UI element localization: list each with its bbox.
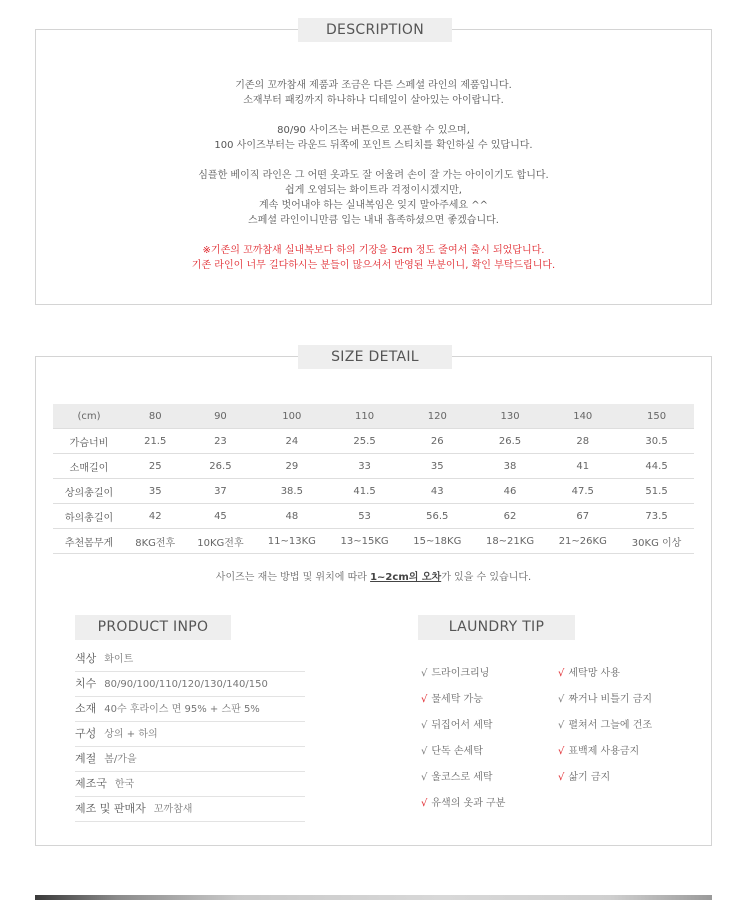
description-line: 80/90 사이즈는 버튼으로 오픈할 수 있으며, bbox=[277, 125, 470, 136]
header-size: 120 bbox=[401, 404, 474, 429]
check-icon: √ bbox=[421, 720, 428, 731]
check-icon: √ bbox=[421, 668, 428, 679]
size-detail-title: SIZE DETAIL bbox=[298, 345, 452, 369]
table-cell: 67 bbox=[546, 504, 619, 529]
table-cell: 43 bbox=[401, 479, 474, 504]
row-label: 하의총길이 bbox=[53, 504, 125, 529]
table-cell: 38 bbox=[474, 454, 547, 479]
laundry-tip bbox=[558, 739, 652, 765]
check-icon: √ bbox=[558, 668, 565, 679]
header-size: 150 bbox=[619, 404, 694, 429]
table-row bbox=[53, 479, 694, 504]
description-line: 스페셜 라인이니만큼 입는 내내 흡족하셨으면 좋겠습니다. bbox=[248, 215, 499, 226]
table-cell: 21~26KG bbox=[546, 529, 619, 554]
table-cell: 44.5 bbox=[619, 454, 694, 479]
check-icon: √ bbox=[558, 746, 565, 757]
header-size: 80 bbox=[125, 404, 185, 429]
table-cell: 25.5 bbox=[328, 429, 401, 454]
product-info-label: 색상 bbox=[75, 652, 97, 665]
table-cell: 45 bbox=[185, 504, 255, 529]
laundry-tip-text: 표백제 사용금지 bbox=[568, 746, 640, 757]
laundry-tip bbox=[421, 739, 505, 765]
notice-line: ※기존의 꼬까참새 실내복보다 하의 기장을 3cm 정도 줄여서 출시 되었답니다. bbox=[202, 245, 545, 256]
table-cell: 62 bbox=[474, 504, 547, 529]
product-info-label: 구성 bbox=[75, 727, 97, 740]
table-cell: 73.5 bbox=[619, 504, 694, 529]
product-info-row bbox=[75, 747, 305, 772]
check-icon: √ bbox=[558, 772, 565, 783]
check-icon: √ bbox=[558, 720, 565, 731]
check-icon: √ bbox=[558, 694, 565, 705]
table-cell: 41.5 bbox=[328, 479, 401, 504]
laundry-tip-text: 유색의 옷과 구분 bbox=[431, 798, 506, 809]
description-paragraph bbox=[36, 168, 711, 228]
laundry-tip bbox=[558, 713, 652, 739]
laundry-tip-text: 삶기 금지 bbox=[568, 772, 611, 783]
size-table bbox=[53, 404, 694, 554]
product-info-value: 한국 bbox=[114, 779, 135, 790]
size-note-text: 사이즈는 재는 방법 및 위치에 따라 bbox=[215, 572, 371, 583]
product-info-row bbox=[75, 672, 305, 697]
product-info-label: 치수 bbox=[75, 677, 97, 690]
product-info-value: 꼬까참새 bbox=[153, 804, 193, 815]
description-paragraph bbox=[36, 123, 711, 153]
product-info-row bbox=[75, 697, 305, 722]
laundry-tip-text: 울코스로 세탁 bbox=[431, 772, 493, 783]
product-photo-edge bbox=[35, 895, 712, 900]
table-cell: 13~15KG bbox=[328, 529, 401, 554]
product-info-value: 상의 + 하의 bbox=[104, 729, 158, 740]
table-cell: 56.5 bbox=[401, 504, 474, 529]
description-line: 쉽게 오염되는 화이트라 걱정이시겠지만, bbox=[285, 185, 462, 196]
table-cell: 24 bbox=[255, 429, 328, 454]
table-cell: 21.5 bbox=[125, 429, 185, 454]
laundry-tip-text: 뒤집어서 세탁 bbox=[431, 720, 493, 731]
table-row bbox=[53, 529, 694, 554]
row-label: 소매길이 bbox=[53, 454, 125, 479]
table-cell: 29 bbox=[255, 454, 328, 479]
laundry-tip bbox=[558, 687, 652, 713]
laundry-tip-text: 드라이크리닝 bbox=[431, 668, 490, 679]
laundry-tip-text: 단독 손세탁 bbox=[431, 746, 483, 757]
row-label: 추천몸무게 bbox=[53, 529, 125, 554]
table-cell: 51.5 bbox=[619, 479, 694, 504]
row-label: 가슴너비 bbox=[53, 429, 125, 454]
table-cell: 38.5 bbox=[255, 479, 328, 504]
table-cell: 53 bbox=[328, 504, 401, 529]
row-label: 상의총길이 bbox=[53, 479, 125, 504]
description-line: 소재부터 패킹까지 하나하나 디테일이 살아있는 아이랍니다. bbox=[243, 95, 504, 106]
product-info-value: 80/90/100/110/120/130/140/150 bbox=[104, 679, 268, 690]
product-info-label: 제조 및 판매자 bbox=[75, 802, 146, 815]
laundry-tip-text: 펼쳐서 그늘에 건조 bbox=[568, 720, 653, 731]
table-cell: 48 bbox=[255, 504, 328, 529]
table-cell: 35 bbox=[401, 454, 474, 479]
product-info-title: PRODUCT INPO bbox=[75, 615, 231, 640]
description-notice bbox=[36, 243, 711, 273]
product-info-row bbox=[75, 722, 305, 747]
table-cell: 30.5 bbox=[619, 429, 694, 454]
table-cell: 26 bbox=[401, 429, 474, 454]
product-info-row bbox=[75, 772, 305, 797]
table-cell: 23 bbox=[185, 429, 255, 454]
description-section bbox=[35, 22, 712, 305]
laundry-tip bbox=[421, 713, 505, 739]
table-cell: 8KG전후 bbox=[125, 529, 185, 554]
notice-line: 기존 라인이 너무 길다하시는 분들이 많으셔서 반영된 부분이니, 확인 부탁드립니다. bbox=[191, 260, 556, 271]
laundry-tip bbox=[421, 765, 505, 791]
header-size: 100 bbox=[255, 404, 328, 429]
laundry-tip-text: 짜거나 비틀기 금지 bbox=[568, 694, 653, 705]
product-info-value: 봄/가을 bbox=[104, 754, 137, 765]
size-table-header-row bbox=[53, 404, 694, 429]
description-body bbox=[36, 78, 711, 288]
header-size: 110 bbox=[328, 404, 401, 429]
table-cell: 28 bbox=[546, 429, 619, 454]
header-size: 130 bbox=[474, 404, 547, 429]
description-paragraph bbox=[36, 78, 711, 108]
table-cell: 30KG 이상 bbox=[619, 529, 694, 554]
table-cell: 33 bbox=[328, 454, 401, 479]
check-icon: √ bbox=[421, 772, 428, 783]
table-row bbox=[53, 504, 694, 529]
size-note-emphasis: 1~2cm의 오차 bbox=[370, 572, 442, 583]
header-unit: (cm) bbox=[53, 404, 125, 429]
description-line: 계속 벗어내야 하는 실내복임은 잊지 말아주세요 ^^ bbox=[258, 200, 489, 211]
table-cell: 46 bbox=[474, 479, 547, 504]
laundry-tip-title: LAUNDRY TIP bbox=[418, 615, 575, 640]
laundry-tip bbox=[421, 791, 505, 817]
table-cell: 47.5 bbox=[546, 479, 619, 504]
description-line: 100 사이즈부터는 라운드 뒤쪽에 포인트 스티치를 확인하실 수 있답니다. bbox=[214, 140, 533, 151]
laundry-tip bbox=[421, 661, 505, 687]
table-row bbox=[53, 454, 694, 479]
table-cell: 18~21KG bbox=[474, 529, 547, 554]
header-size: 90 bbox=[185, 404, 255, 429]
header-size: 140 bbox=[546, 404, 619, 429]
table-cell: 37 bbox=[185, 479, 255, 504]
table-cell: 15~18KG bbox=[401, 529, 474, 554]
product-info-row bbox=[75, 647, 305, 672]
product-info-value: 40수 후라이스 면 95% + 스판 5% bbox=[104, 704, 260, 715]
product-info-value: 화이트 bbox=[104, 654, 134, 665]
product-info-label: 제조국 bbox=[75, 777, 107, 790]
laundry-tip-list-left bbox=[421, 661, 505, 817]
table-cell: 42 bbox=[125, 504, 185, 529]
laundry-tip-text: 물세탁 가능 bbox=[431, 694, 483, 705]
check-icon: √ bbox=[421, 694, 428, 705]
table-cell: 26.5 bbox=[185, 454, 255, 479]
product-info-row bbox=[75, 797, 305, 822]
size-note-text: 가 있을 수 있습니다. bbox=[441, 572, 532, 583]
size-note bbox=[36, 568, 711, 583]
size-detail-section bbox=[35, 349, 712, 846]
laundry-tip-text: 세탁망 사용 bbox=[568, 668, 620, 679]
product-info-list bbox=[75, 647, 305, 822]
table-cell: 26.5 bbox=[474, 429, 547, 454]
table-cell: 35 bbox=[125, 479, 185, 504]
product-info-label: 계절 bbox=[75, 752, 97, 765]
laundry-tip-list-right bbox=[558, 661, 652, 791]
description-line: 심플한 베이직 라인은 그 어떤 옷과도 잘 어울려 손이 잘 가는 아이이기도 합니다. bbox=[198, 170, 549, 181]
laundry-tip bbox=[558, 765, 652, 791]
check-icon: √ bbox=[421, 798, 428, 809]
product-info-label: 소재 bbox=[75, 702, 97, 715]
laundry-tip bbox=[558, 661, 652, 687]
description-title: DESCRIPTION bbox=[298, 18, 452, 42]
table-cell: 10KG전후 bbox=[185, 529, 255, 554]
table-row bbox=[53, 429, 694, 454]
check-icon: √ bbox=[421, 746, 428, 757]
table-cell: 11~13KG bbox=[255, 529, 328, 554]
description-line: 기존의 꼬까참새 제품과 조금은 다른 스페셜 라인의 제품입니다. bbox=[235, 80, 512, 91]
table-cell: 25 bbox=[125, 454, 185, 479]
table-cell: 41 bbox=[546, 454, 619, 479]
laundry-tip bbox=[421, 687, 505, 713]
